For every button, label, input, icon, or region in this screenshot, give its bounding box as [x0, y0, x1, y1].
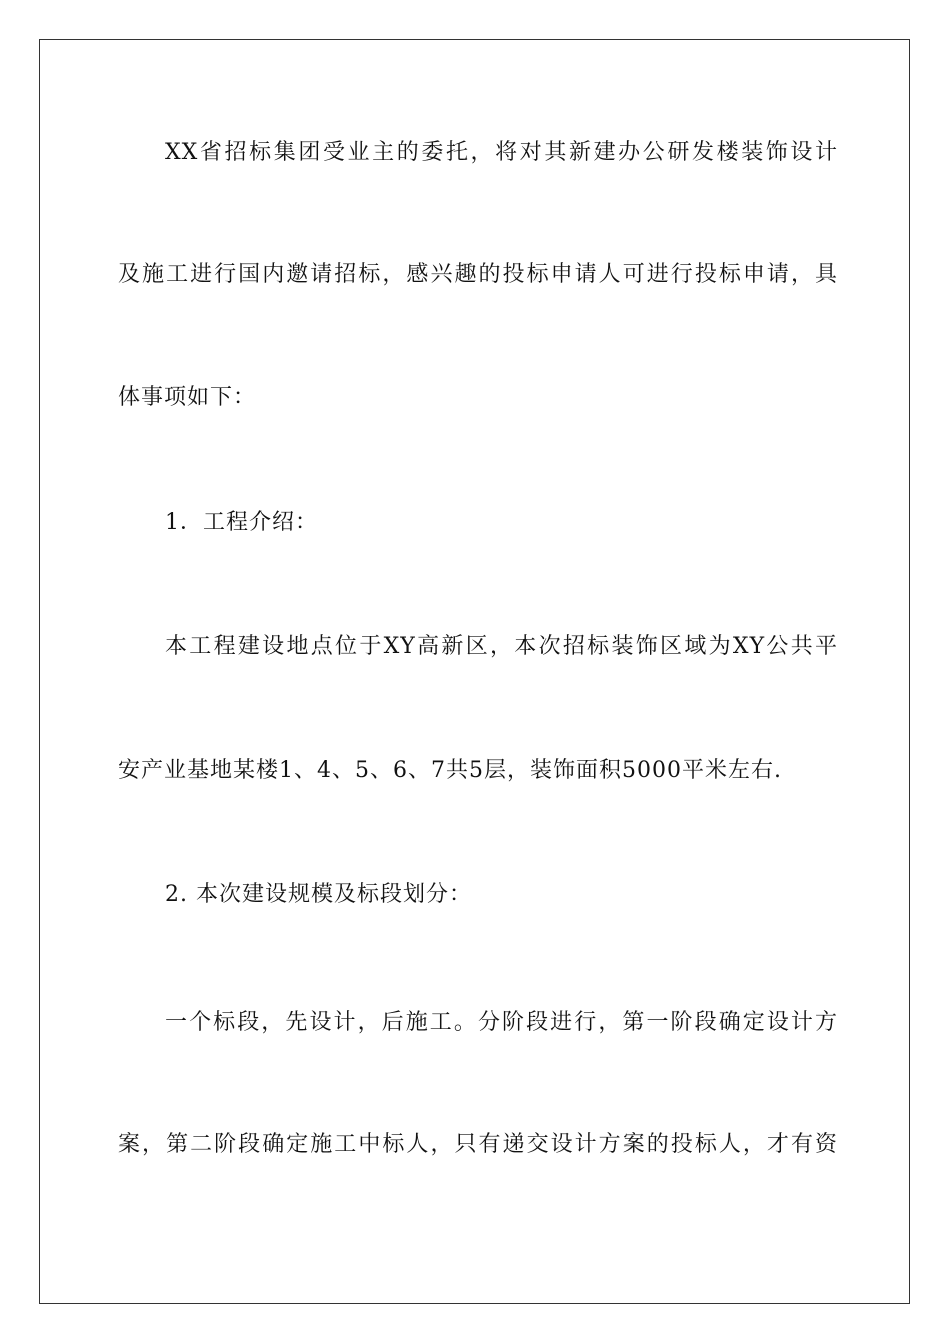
paragraph-lots-line-1: 一个标段，先设计，后施工。分阶段进行，第一阶段确定设计方	[165, 1010, 838, 1035]
paragraph-intro-line-1: XX省招标集团受业主的委托，将对其新建办公研发楼装饰设计	[165, 140, 838, 165]
section-heading-scale-and-lots: 2. 本次建设规模及标段划分：	[165, 882, 472, 907]
paragraph-intro-line-2: 及施工进行国内邀请招标，感兴趣的投标申请人可进行投标申请，具	[118, 262, 838, 287]
paragraph-lots-line-2: 案，第二阶段确定施工中标人，只有递交设计方案的投标人，才有资	[118, 1132, 838, 1157]
section-heading-project-intro: 1．工程介绍：	[165, 510, 318, 535]
page-border	[39, 39, 910, 1304]
paragraph-intro-line-3: 体事项如下：	[118, 385, 257, 410]
paragraph-project-line-2: 安产业基地某楼1、4、5、6、7共5层，装饰面积5000平米左右.	[118, 758, 782, 783]
paragraph-project-line-1: 本工程建设地点位于XY高新区，本次招标装饰区域为XY公共平	[165, 634, 838, 659]
